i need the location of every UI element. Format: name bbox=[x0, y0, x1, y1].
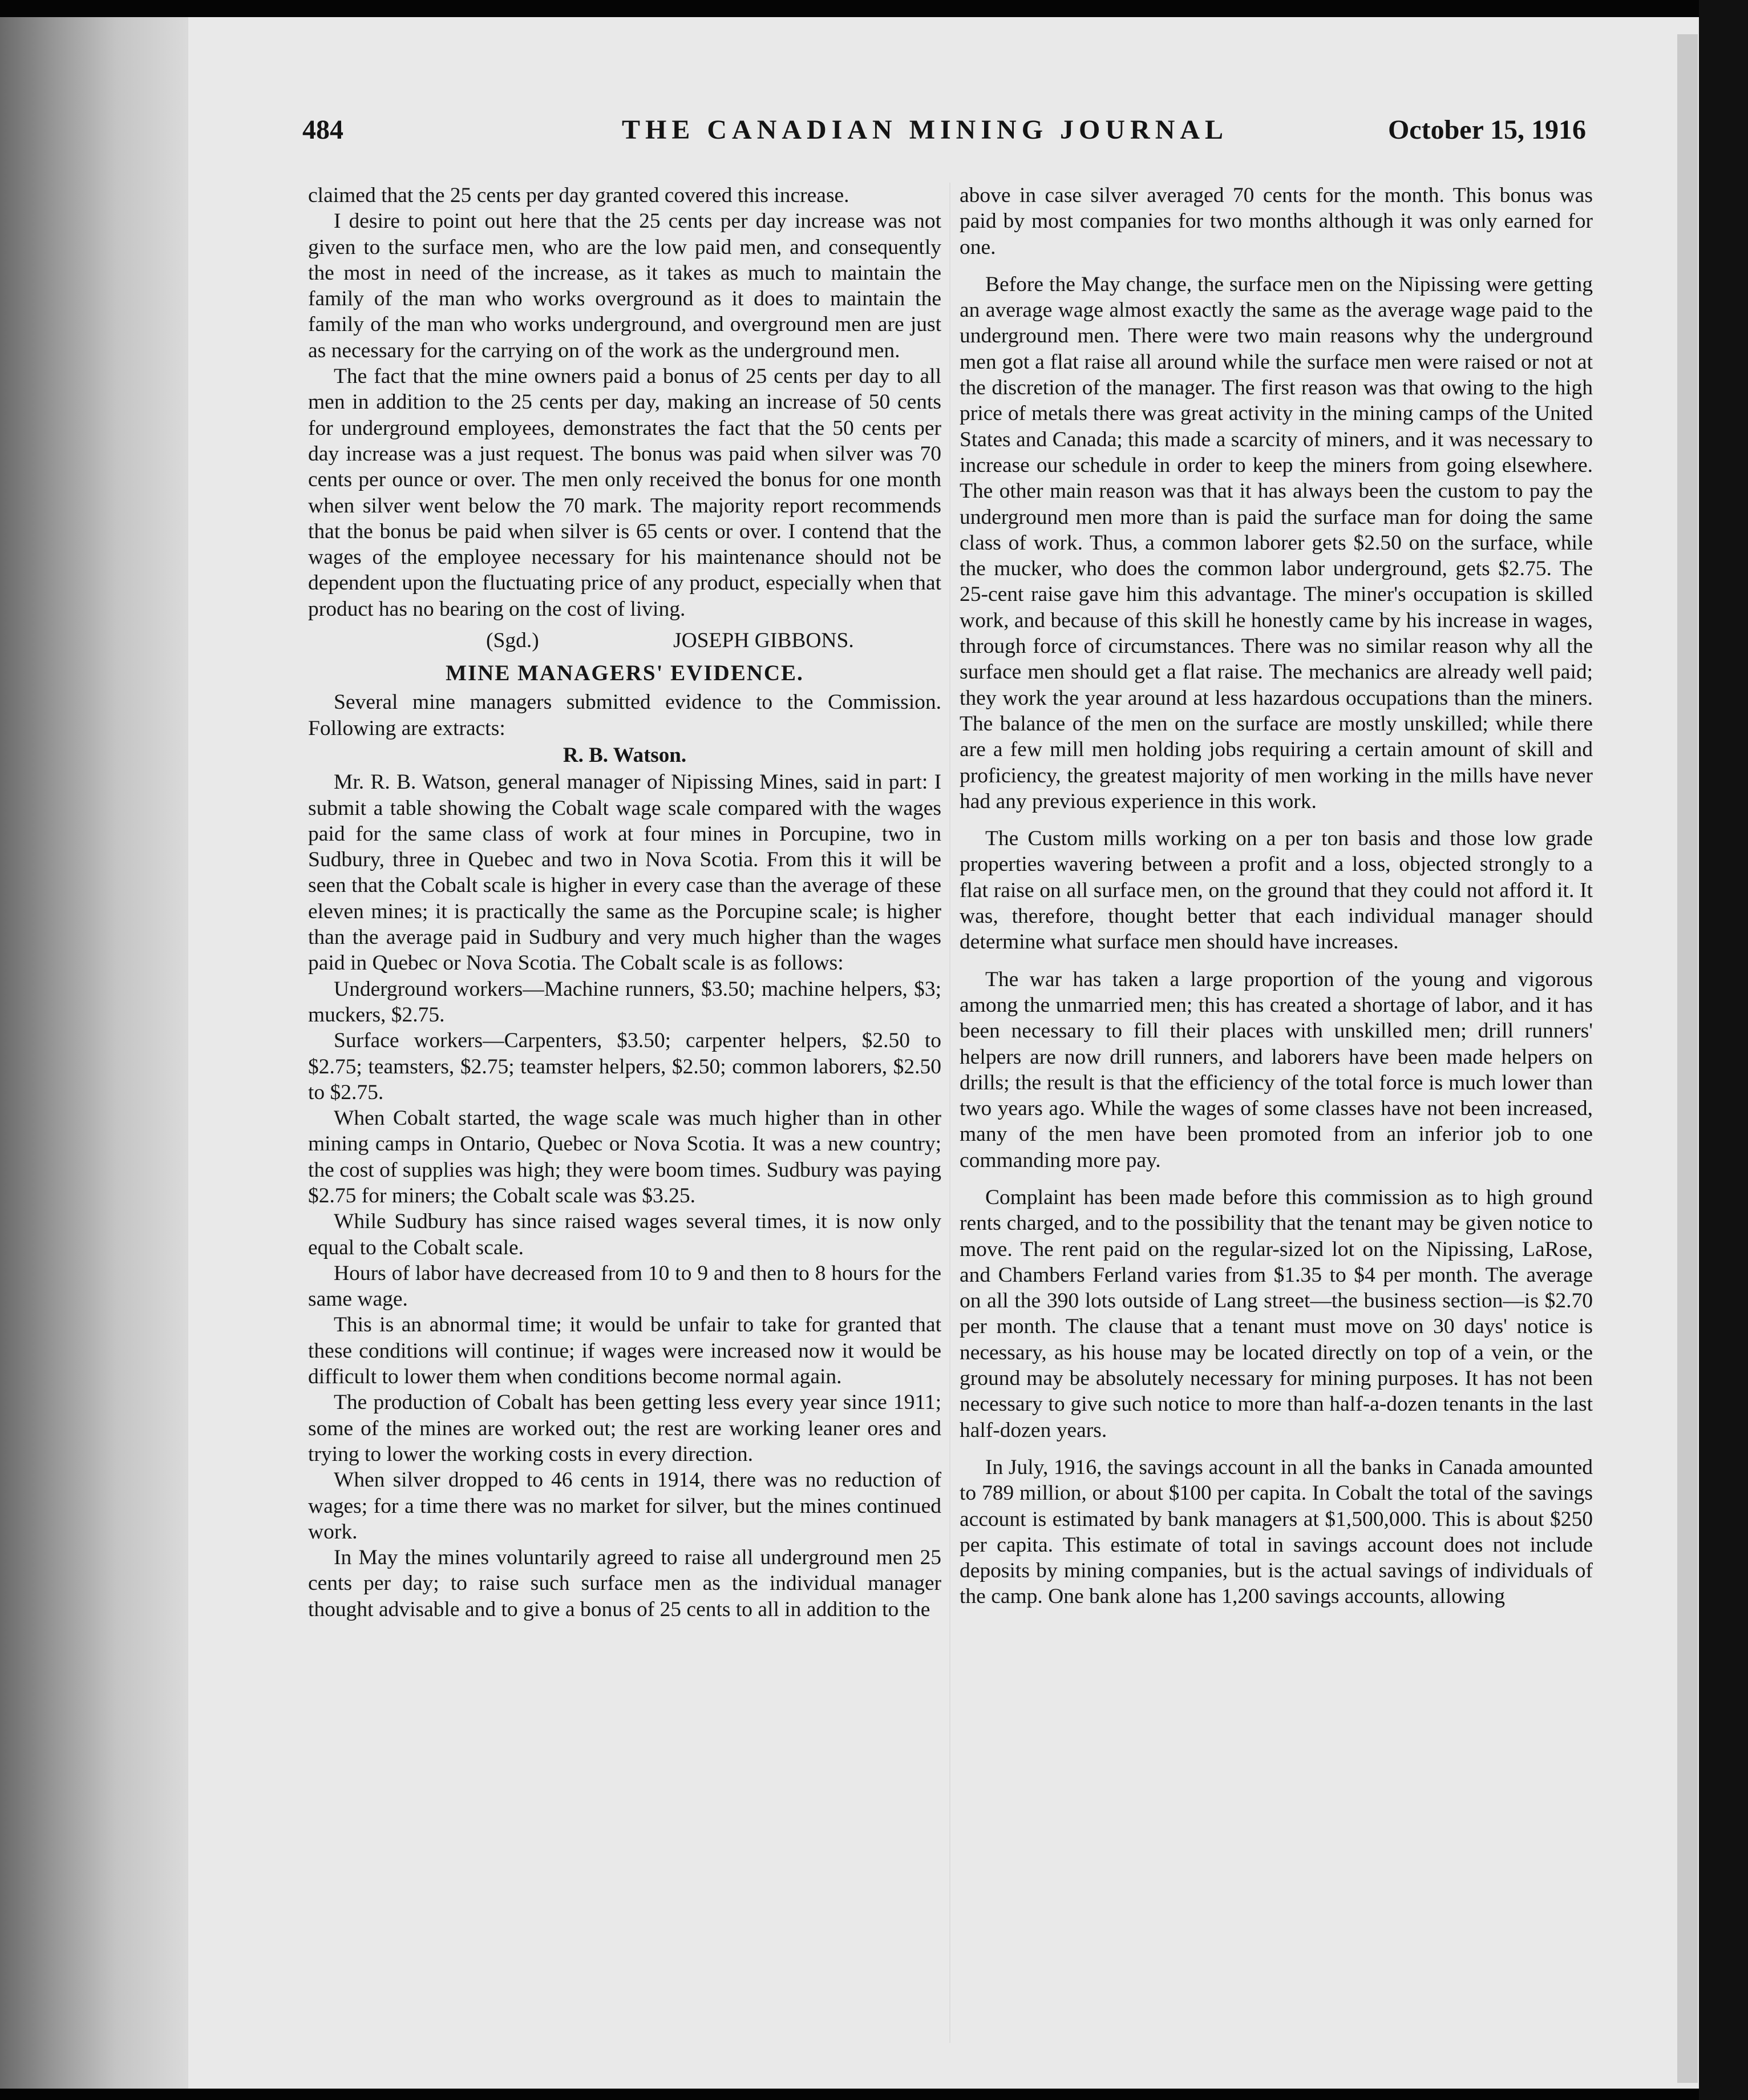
paragraph: The fact that the mine owners paid a bonus of 25 cents per day to all men in addition to the 25 cents per day, making an increase of 50 cents for underground employees, demonstrates the fact that the 50 cents per day increase was a just request. The bonus was paid when silver was 70 cents per ounce or over. The men only received the bonus for one month when silver went below the 70 mark. The majority report recommends that the bonus be paid when silver is 65 cents or over. I contend that the wages of the employee necessary for his maintenance should not be dependent upon the fluctuating price of any product, especially when that product has no bearing on the cost of living. bbox=[308, 365, 941, 621]
paragraph: The Custom mills working on a per ton basis and those low grade properties wavering between a profit and a loss, objected strongly to a flat raise on all surface men, on the ground that they could not afford it. It was, therefore, thought better that each individual manager should determine what surface men should have increases. bbox=[960, 827, 1593, 954]
paragraph: This is an abnormal time; it would be unfair to take for granted that these conditions will continue; if wages were increased now it would be difficult to lower them when conditions become normal again. bbox=[308, 1313, 941, 1389]
paragraph: Before the May change, the surface men on the Nipissing were getting an average wage almost exactly the same as the average wage paid to the underground men. There were two main reasons why the underground men got a flat raise all around while the surface men were raised or not at the discretion of the manager. The first reason was that owing to the high price of metals there was great activity in the mining camps of the United States and Canada; this made a scarcity of miners, and it was necessary to increase our schedule in order to keep the miners from going elsewhere. The other main reason was that it has always been the custom to pay the underground men more than is paid the surface man for doing the same class of work. Thus, a common laborer gets $2.50 on the surface, while the mucker, who does the common labor underground, gets $2.75. The 25-cent raise gave him this advantage. The miner's occupation is skilled work, and because of this skill he honestly came by his increase in wages, through force of circumstances. There was no similar reason why all the surface men should get a flat raise. The mechanics are already well paid; they work the year around at less hazardous occupations than the miners. The balance of the men on the surface are mostly unskilled; while there are a few mill men holding jobs requiring a certain amount of skill and proficiency, the greatest majority of men working in the mills have never had any previous experience in this work. bbox=[960, 272, 1593, 813]
signature-prefix: (Sgd.) bbox=[486, 629, 539, 653]
section-heading: MINE MANAGERS' EVIDENCE. bbox=[446, 661, 804, 686]
paragraph: claimed that the 25 cents per day granted covered this increase. bbox=[308, 184, 849, 207]
paragraph: Mr. R. B. Watson, general manager of Nipissing Mines, said in part: I submit a table showing the Cobalt wage scale compared with the wages paid for the same class of work at four mines in Porcupine, two in Sudbury, three in Quebec and two in Nova Scotia. From this it will be seen that the Cobalt scale is higher in every case than the average of these eleven mines; it is practically the same as the Porcupine scale; is higher than the average paid in Sudbury and very much higher than the wages paid in Quebec or Nova Scotia. The Cobalt scale is as follows: bbox=[308, 770, 941, 975]
left-column bbox=[308, 183, 941, 2054]
paragraph: Underground workers—Machine runners, $3.50; machine helpers, $3; muckers, $2.75. bbox=[308, 977, 941, 1027]
paragraph: above in case silver averaged 70 cents for the month. This bonus was paid by most companies for two months although it was only earned for one. bbox=[960, 184, 1593, 259]
subheading: R. B. Watson. bbox=[563, 743, 687, 767]
right-column bbox=[960, 183, 1593, 2054]
binding-shadow bbox=[0, 17, 194, 2089]
signature-line bbox=[308, 628, 941, 653]
next-page-edge bbox=[1677, 34, 1698, 2083]
signature-name: JOSEPH GIBBONS. bbox=[673, 629, 854, 653]
paragraph: The production of Cobalt has been getting less every year since 1911; some of the mines are worked out; the rest are working leaner ores and trying to lower the working costs in every direction. bbox=[308, 1391, 941, 1466]
running-header bbox=[302, 114, 1586, 160]
column-gutter bbox=[949, 183, 950, 2043]
paragraph: When silver dropped to 46 cents in 1914, there was no reduction of wages; for a time there was no market for silver, but the mines continued work. bbox=[308, 1468, 941, 1544]
scan-border bbox=[1699, 0, 1748, 2100]
paragraph: Complaint has been made before this commission as to high ground rents charged, and to the possibility that the tenant may be given notice to move. The rent paid on the regular-sized lot on the Nipissing, LaRose, and Chambers Ferland varies from $1.35 to $4 per month. The average on all the 390 lots outside of Lang street—the business section—is $2.70 per month. The clause that a tenant must move on 30 days' notice is necessary, as his house may be located directly on top of a vein, or the ground may be absolutely necessary for mining purposes. It has not been necessary to give such notice to more than half-a-dozen tenants in the last half-dozen years. bbox=[960, 1185, 1593, 1442]
issue-date: October 15, 1916 bbox=[1387, 115, 1586, 145]
paragraph: Several mine managers submitted evidence to the Commission. Following are extracts: bbox=[308, 690, 941, 740]
paragraph: While Sudbury has since raised wages several times, it is now only equal to the Cobalt scale. bbox=[308, 1210, 941, 1259]
paragraph: In July, 1916, the savings account in all the banks in Canada amounted to 789 million, or about $100 per capita. In Cobalt the total of the savings account is estimated by bank managers at $1,500,000. This is about $250 per capita. This estimate of total in savings account does not include deposits by mining companies, but is the actual savings of individuals of the camp. One bank alone has 1,200 savings accounts, allowing bbox=[960, 1455, 1593, 1609]
paragraph: I desire to point out here that the 25 cents per day increase was not given to the surface men, who are the low paid men, and consequently the most in need of the increase, as it takes as much to maintain the family of the man who works overground as it does to maintain the family of the man who works underground, and overground men are just as necessary for the carrying on of the work as the underground men. bbox=[308, 209, 941, 362]
paragraph: Hours of labor have decreased from 10 to 9 and then to 8 hours for the same wage. bbox=[308, 1261, 941, 1311]
paragraph: In May the mines voluntarily agreed to raise all underground men 25 cents per day; to raise such surface men as the individual manager thought advisable and to give a bonus of 25 cents to all in addition to the bbox=[308, 1546, 941, 1621]
page-number: 484 bbox=[302, 115, 343, 145]
paragraph: When Cobalt started, the wage scale was much higher than in other mining camps in Ontario, Quebec or Nova Scotia. It was a new country; the cost of supplies was high; they were boom times. Sudbury was paying $2.75 for miners; the Cobalt scale was $3.25. bbox=[308, 1106, 941, 1208]
paragraph: Surface workers—Carpenters, $3.50; carpenter helpers, $2.50 to $2.75; teamsters, $2.75; teamster helpers, $2.50; common laborers, $2.50 to $2.75. bbox=[308, 1029, 941, 1104]
journal-title: THE CANADIAN MINING JOURNAL bbox=[622, 115, 1229, 145]
paragraph: The war has taken a large proportion of the young and vigorous among the unmarried men; this has created a shortage of labor, and it has been necessary to fill their places with unskilled men; drill runners' helpers are now drill runners, and laborers have been made helpers on drills; the result is that the efficiency of the total force is much lower than two years ago. While the wages of some classes have not been increased, many of the men have been promoted from an inferior job to one commanding more pay. bbox=[960, 967, 1593, 1172]
